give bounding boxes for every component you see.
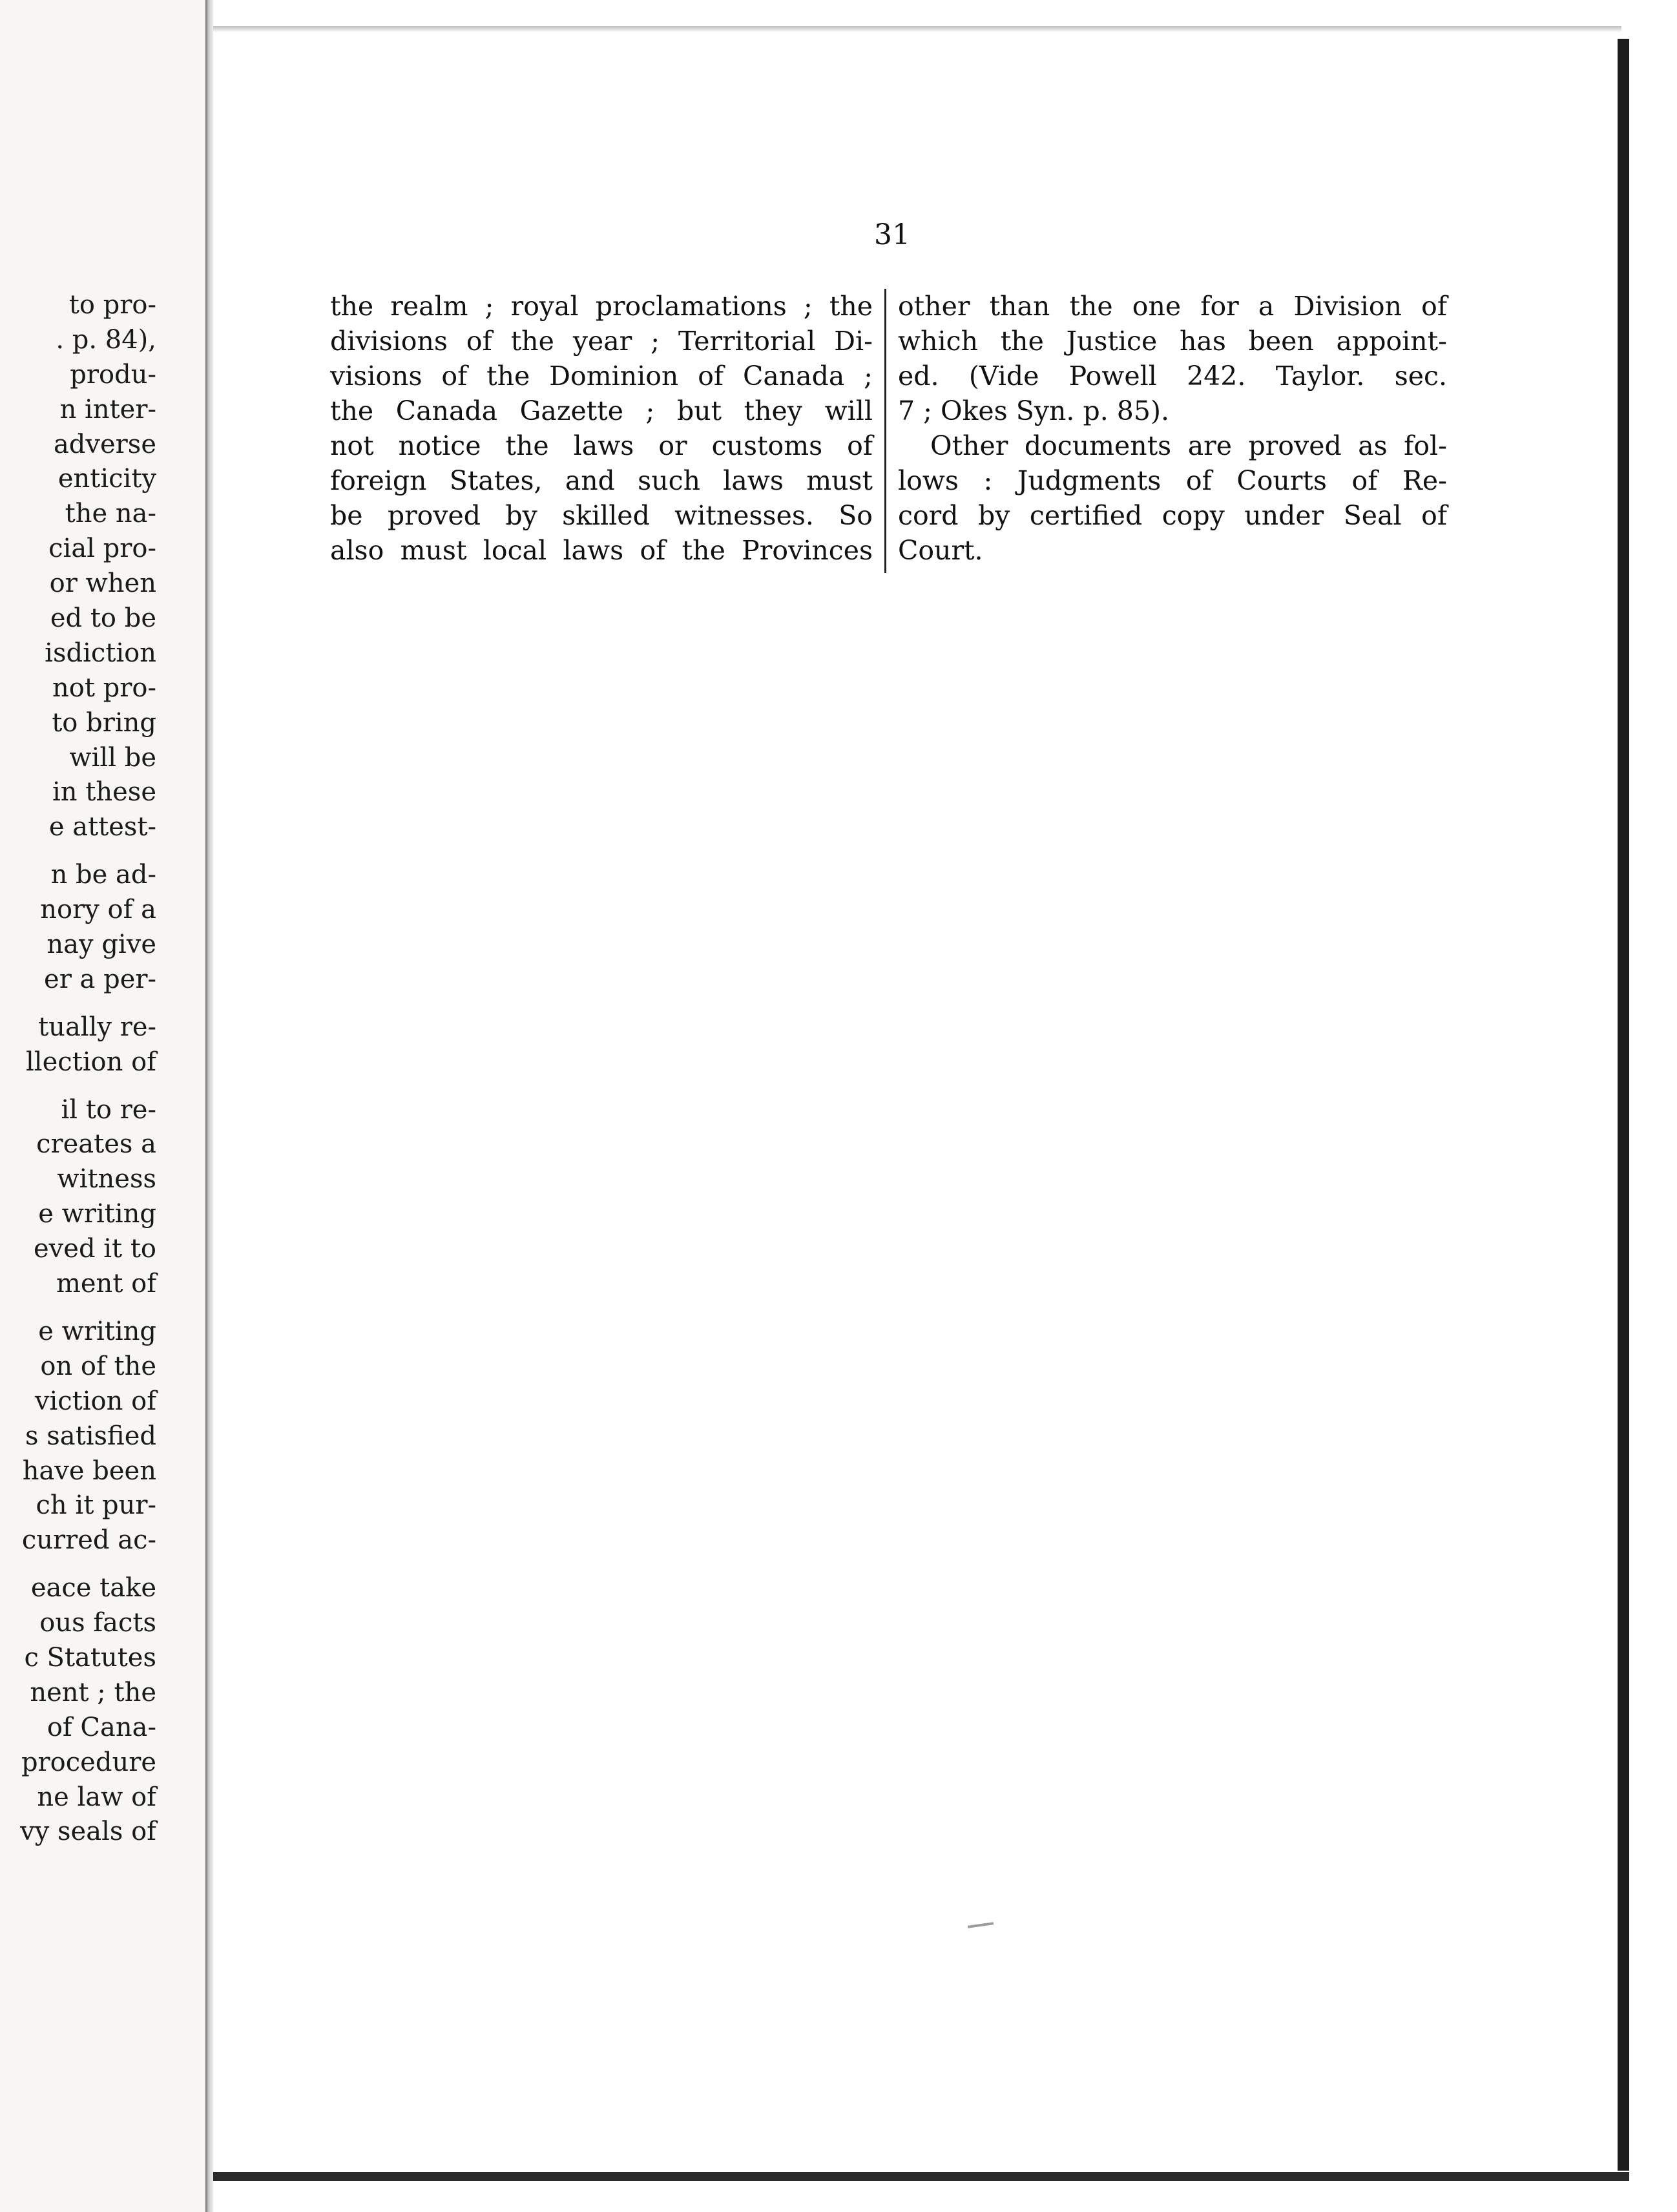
text-line: the realm ; royal proclamations ; the: [330, 291, 873, 322]
book-gutter: [205, 0, 213, 2212]
text-line: not notice the laws or customs of: [330, 430, 873, 461]
facing-line: . p. 84),: [56, 324, 156, 355]
facing-line: cial pro-: [48, 534, 156, 564]
text-line: the Canada Gazette ; but they will: [330, 395, 873, 426]
text-line: 7 ; Okes Syn. p. 85).: [898, 395, 1169, 426]
text-line: Court.: [898, 535, 983, 566]
text-line: lows : Judgments of Courts of Re-: [898, 465, 1447, 496]
paragraph-gap: [20, 1558, 156, 1571]
facing-line: er a per-: [44, 964, 156, 994]
facing-line: not pro-: [52, 673, 156, 703]
facing-line: in these: [52, 777, 156, 808]
text-line: also must local laws of the Provinces: [330, 535, 873, 566]
facing-line: to bring: [52, 707, 156, 738]
paragraph-gap: [20, 1080, 156, 1093]
facing-line: witness: [57, 1164, 156, 1195]
facing-line: the na-: [65, 499, 156, 529]
facing-line: isdiction: [45, 638, 156, 668]
facing-line: curred ac-: [21, 1525, 156, 1556]
text-line: Other documents are proved as fol-: [930, 430, 1447, 461]
facing-line: vy seals of: [20, 1817, 156, 1847]
text-line: divisions of the year ; Territorial Di-: [330, 326, 873, 357]
facing-line: nory of a: [40, 895, 156, 925]
text-line: foreign States, and such laws must: [330, 465, 873, 496]
facing-line: nent ; the: [30, 1677, 156, 1707]
facing-page: [0, 0, 205, 2212]
facing-line: s satisfied: [25, 1421, 156, 1451]
paragraph-gap: [20, 845, 156, 858]
facing-line: ne law of: [37, 1782, 156, 1812]
text-line: which the Justice has been appoint-: [898, 326, 1447, 357]
page-number: 31: [874, 218, 910, 251]
facing-line: eace take: [30, 1573, 156, 1603]
text-line: ed. (Vide Powell 242. Taylor. sec.: [898, 360, 1447, 391]
text-line: be proved by skilled witnesses. So: [330, 500, 873, 531]
text-line: visions of the Dominion of Canada ;: [330, 360, 873, 391]
facing-line: n inter-: [59, 394, 156, 424]
facing-line: nay give: [47, 930, 156, 960]
facing-line: eved it to: [34, 1234, 156, 1264]
left-column-text: [330, 289, 873, 568]
facing-line: creates a: [36, 1129, 156, 1160]
facing-line: e writing: [38, 1316, 156, 1346]
facing-line: viction of: [34, 1386, 156, 1416]
facing-line: on of the: [40, 1351, 156, 1381]
facing-line: n be ad-: [50, 860, 156, 890]
facing-line: have been: [22, 1456, 156, 1486]
facing-line: llection of: [26, 1047, 156, 1077]
facing-page-text: [20, 288, 156, 1850]
paragraph-gap: [20, 1302, 156, 1315]
text-line: cord by certified copy under Seal of: [898, 500, 1447, 531]
paragraph-gap: [20, 997, 156, 1010]
facing-line: adverse: [53, 429, 156, 459]
facing-line: of Cana-: [47, 1712, 156, 1742]
facing-line: produ-: [70, 359, 156, 390]
facing-line: il to re-: [61, 1094, 156, 1125]
facing-line: ed to be: [50, 603, 156, 634]
facing-line: tually re-: [38, 1012, 156, 1042]
facing-line: e attest-: [48, 812, 156, 842]
facing-line: enticity: [57, 464, 156, 494]
text-line: other than the one for a Division of: [898, 291, 1447, 322]
right-column-text: [898, 289, 1447, 568]
page-top-edge: [213, 26, 1621, 32]
facing-line: e writing: [38, 1199, 156, 1229]
facing-line: c Statutes: [24, 1642, 156, 1673]
facing-line: ment of: [56, 1269, 156, 1299]
facing-line: ch it pur-: [36, 1490, 156, 1521]
facing-line: to pro-: [68, 290, 156, 320]
facing-line: or when: [49, 569, 156, 599]
page-edge-shadow-bottom: [213, 2172, 1629, 2181]
facing-line: ous facts: [39, 1608, 156, 1638]
page-edge-shadow-right: [1618, 39, 1629, 2171]
column-divider: [884, 289, 886, 573]
facing-line: procedure: [21, 1747, 156, 1777]
facing-line: will be: [69, 742, 156, 773]
